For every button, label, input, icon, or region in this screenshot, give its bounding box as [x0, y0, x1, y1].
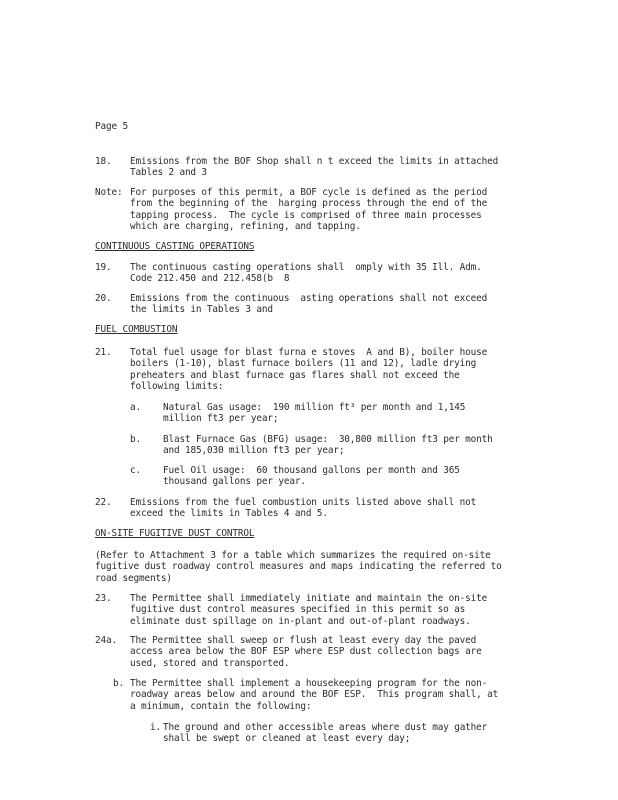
item-text-line: The continuous casting operations shall omply with 35 Ill. Adm. — [130, 262, 482, 273]
item-text-line: a minimum, contain the following: — [130, 701, 312, 712]
item-text-line: following limits: — [130, 381, 224, 392]
subitem-letter: b. — [130, 434, 141, 445]
item-number: 23. — [95, 593, 112, 604]
item-text-line: used, stored and transported. — [130, 658, 290, 669]
subitem-text-line: Fuel Oil usage: 60 thousand gallons per month and 365 — [163, 465, 460, 476]
item-text-line: Code 212.450 and 212.458(b 8 — [130, 273, 290, 284]
item-text-line: Emissions from the fuel combustion units listed above shall not — [130, 497, 477, 508]
note-text-line: tapping process. The cycle is comprised of three main processes — [130, 210, 482, 221]
refer-text-line: fugitive dust roadway control measures and maps indicating the referred to — [95, 561, 502, 572]
item-text-line: The Permittee shall implement a housekeeping program for the non- — [130, 678, 488, 689]
item-number: 24a. — [95, 635, 117, 646]
item-text-line: eliminate dust spillage on in-plant and out-of-plant roadways. — [130, 616, 471, 627]
subitem-text-line: Natural Gas usage: 190 million ft³ per month and 1,145 — [163, 402, 466, 413]
item-number: 22. — [95, 497, 112, 508]
item-text-line: Emissions from the continuous asting operations shall not exceed — [130, 293, 488, 304]
subitem-text-line: Blast Furnace Gas (BFG) usage: 30,800 million ft3 per month — [163, 434, 493, 445]
refer-text-line: road segments) — [95, 573, 172, 584]
subitem-letter: c. — [130, 465, 141, 476]
subitem-letter: i. — [150, 722, 161, 733]
subitem-text-line: and 185,030 million ft3 per year; — [163, 445, 345, 456]
item-text-line: access area below the BOF ESP where ESP dust collection bags are — [130, 646, 482, 657]
note-text-line: from the beginning of the harging process through the end of the — [130, 198, 488, 209]
section-heading-continuous-casting: CONTINUOUS CASTING OPERATIONS — [95, 241, 255, 252]
subitem-text-line: million ft3 per year; — [163, 413, 279, 424]
note-text-line: which are charging, refining, and tapping. — [130, 221, 361, 232]
item-text-line: boilers (1-10), blast furnace boilers (11 and 12), ladle drying — [130, 358, 477, 369]
subitem-letter: a. — [130, 402, 141, 413]
subitem-text-line: thousand gallons per year. — [163, 476, 306, 487]
item-text-line: exceed the limits in Tables 4 and 5. — [130, 508, 328, 519]
item-text-line: roadway areas below and around the BOF ESP. This program shall, at — [130, 689, 499, 700]
note-label: Note: — [95, 187, 123, 198]
item-text-line: the limits in Tables 3 and — [130, 304, 273, 315]
section-heading-fuel-combustion: FUEL COMBUSTION — [95, 324, 178, 335]
item-number: 18. — [95, 156, 112, 167]
item-number: 20. — [95, 293, 112, 304]
item-text-line: Emissions from the BOF Shop shall n t exceed the limits in attached — [130, 156, 499, 167]
item-text-line: Total fuel usage for blast furna e stoves A and B), boiler house — [130, 347, 488, 358]
item-text-line: Tables 2 and 3 — [130, 167, 207, 178]
note-text-line: For purposes of this permit, a BOF cycle is defined as the period — [130, 187, 488, 198]
subitem-text-line: The ground and other accessible areas where dust may gather — [163, 722, 488, 733]
item-number: 19. — [95, 262, 112, 273]
item-text-line: preheaters and blast furnace gas flares shall not exceed the — [130, 370, 460, 381]
item-text-line: The Permittee shall sweep or flush at least every day the paved — [130, 635, 477, 646]
item-number: b. — [113, 678, 124, 689]
page-label: Page 5 — [95, 121, 128, 132]
item-number: 21. — [95, 347, 112, 358]
refer-text-line: (Refer to Attachment 3 for a table which summarizes the required on-site — [95, 550, 491, 561]
section-heading-fugitive-dust: ON-SITE FUGITIVE DUST CONTROL — [95, 528, 255, 539]
subitem-text-line: shall be swept or cleaned at least every day; — [163, 733, 411, 744]
item-text-line: The Permittee shall immediately initiate and maintain the on-site — [130, 593, 488, 604]
item-text-line: fugitive dust control measures specified in this permit so as — [130, 604, 466, 615]
